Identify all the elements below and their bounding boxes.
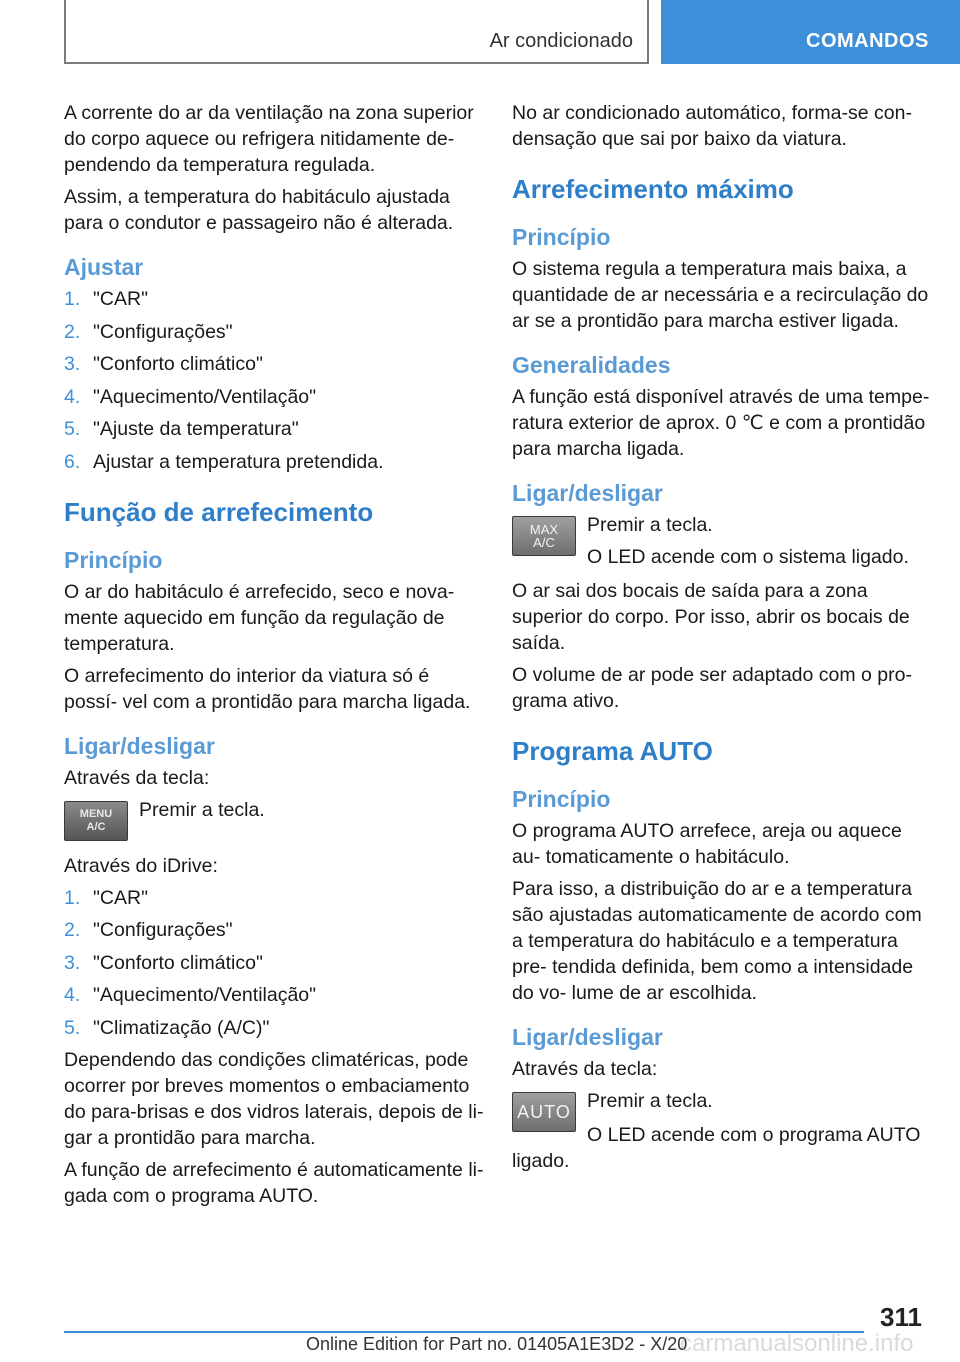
ajustar-heading: Ajustar <box>64 254 144 280</box>
intro-paragraph-1: A corrente do ar da ventilação na zona superior do corpo aquece ou refrigera nitidamente de‐ pendendo da temperatura regulada. <box>64 102 474 176</box>
atraves-idrive-text: Através do iDrive: <box>64 854 218 877</box>
generalidades-heading: Generalidades <box>512 352 671 378</box>
auto-key-icon: AUTO <box>512 1092 576 1132</box>
list-item: 2. "Configurações" <box>64 919 233 941</box>
generalidades-paragraph: A função está disponível através de uma tempe‐ ratura exterior de aprox. 0 ℃ e com a prontidão para marcha ligada. <box>512 386 930 460</box>
list-item: 3. "Conforto climático" <box>64 951 263 974</box>
right-column <box>512 100 932 1180</box>
atraves-tecla-text: Através da tecla: <box>64 766 210 789</box>
ligar-heading: Ligar/desligar <box>512 1024 663 1050</box>
chapter-tab: COMANDOS <box>661 0 960 64</box>
menu-ac-key-row <box>64 797 486 845</box>
max-ac-key-icon: MAX A/C <box>512 516 576 556</box>
condensacao-paragraph: No ar condicionado automático, forma-se con‐ densação que sai por baixo da viatura. <box>512 102 912 150</box>
principio-paragraph-2: O arrefecimento do interior da viatura só é possí‐ vel com a prontidão para marcha ligada. <box>64 664 471 713</box>
page-number: 311 <box>880 1302 922 1332</box>
list-item: 6. Ajustar a temperatura pretendida. <box>64 450 384 473</box>
auto-paragraph-1: O programa AUTO arrefece, areja ou aquece au‐ tomaticamente o habitáculo. <box>512 820 902 868</box>
led-sistema-text: O LED acende com o sistema ligado. <box>587 546 909 568</box>
list-item: 5. "Climatização (A/C)" <box>64 1016 270 1039</box>
principio-heading: Princípio <box>64 546 163 573</box>
left-column <box>64 100 486 1215</box>
funcao-heading: Função de arrefecimento <box>64 496 374 527</box>
ajustar-steps <box>64 286 486 475</box>
list-item: 3. "Conforto climático" <box>64 353 263 375</box>
edition-footer: Online Edition for Part no. 01405A1E3D2 - X/20 <box>306 1334 688 1354</box>
dependendo-paragraph: Dependendo das condições climatéricas, pode ocorrer por breves momentos o embaciamento do para-brisas e dos vidros laterais, depois de li‐ gar a prontidão para marcha. <box>64 1049 484 1149</box>
idrive-steps <box>64 885 486 1041</box>
atraves-tecla-text: Através da tecla: <box>512 1058 658 1080</box>
list-item: 5. "Ajuste da temperatura" <box>64 418 299 440</box>
arrefecimento-maximo-heading: Arrefecimento máximo <box>512 174 794 204</box>
premir-text: Premir a tecla. <box>587 514 713 536</box>
ar-sai-paragraph: O ar sai dos bocais de saída para a zona superior do corpo. Por isso, abrir os bocais de saída. <box>512 580 910 654</box>
principio-heading: Princípio <box>512 224 611 250</box>
premir-text: Premir a tecla. <box>139 798 265 821</box>
programa-auto-heading: Programa AUTO <box>512 736 713 766</box>
menu-ac-key-icon: MENU A/C <box>64 801 128 841</box>
principio-heading: Princípio <box>512 786 611 812</box>
list-item: 4. "Aquecimento/Ventilação" <box>64 984 317 1006</box>
list-item: 4. "Aquecimento/Ventilação" <box>64 385 317 408</box>
principio-paragraph: O sistema regula a temperatura mais baixa, a quantidade de ar necessária e a recirculação do ar se a prontidão para marcha estiver ligada. <box>512 258 929 332</box>
principio-paragraph-1: O ar do habitáculo é arrefecido, seco e nova‐ mente aquecido em função da regulação de temperatura. <box>64 580 455 655</box>
header-section-box <box>64 0 649 64</box>
list-item: 2. "Configurações" <box>64 320 233 343</box>
premir-text: Premir a tecla. <box>587 1090 713 1112</box>
list-item: 1. "CAR" <box>64 288 149 310</box>
auto-paragraph-2: Para isso, a distribuição do ar e a temperatura são ajustadas automaticamente de acordo com a temperatura do habitáculo e a temperatura pre‐ tendida definida, bem como a intensidade do vo‐ lume de ar escolhida. <box>512 878 922 1004</box>
list-item: 1. "CAR" <box>64 886 149 909</box>
intro-paragraph-2: Assim, a temperatura do habitáculo ajustada para o condutor e passageiro não é alterada. <box>64 186 454 234</box>
section-title: Ar condicionado <box>489 30 633 52</box>
watermark: carmanualsonline.info <box>680 1330 914 1357</box>
ligar-heading: Ligar/desligar <box>64 732 215 759</box>
volume-paragraph: O volume de ar pode ser adaptado com o pro‐ grama ativo. <box>512 664 912 712</box>
max-ac-key-row <box>512 512 932 570</box>
funcao-auto-paragraph: A função de arrefecimento é automaticamente li‐ gada com o programa AUTO. <box>64 1159 484 1207</box>
auto-key-row <box>512 1088 932 1136</box>
led-auto-text: O LED acende com o programa AUTO ligado. <box>512 1124 921 1172</box>
ligar-heading: Ligar/desligar <box>512 480 663 506</box>
